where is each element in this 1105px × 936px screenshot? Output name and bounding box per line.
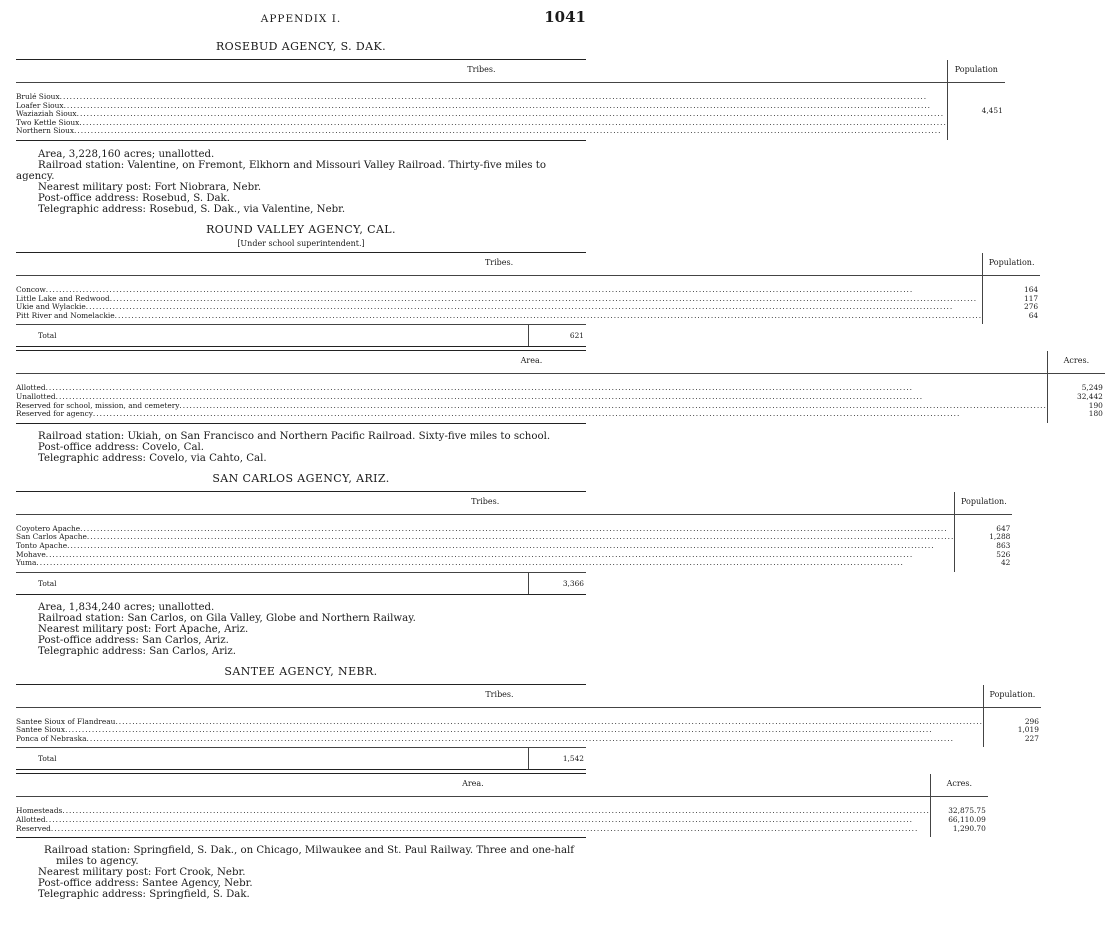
table-row: Allotted ..... <box>16 384 1047 393</box>
san-carlos-notes: Area, 1,834,240 acres; unallotted. Railroad station: San Carlos, on Gila Valley, Globe and Northern Railway. Nearest military post: Fort Apache, Ariz. Post-office address: San Carlos, Ariz. Telegraphic address: San Carlos, Ariz. <box>38 601 416 657</box>
rosebud-tribes-table <box>16 59 1003 141</box>
col-header-tribes: Tribes. <box>16 492 954 515</box>
table-row: Ukie and Wylackie ..... <box>16 303 982 312</box>
col-header-area: Area. <box>16 351 1047 374</box>
table-row: Concow ..... <box>16 286 982 295</box>
col-header-population: Population. <box>982 253 1040 276</box>
round-valley-notes: Railroad station: Ukiah, on San Francisco and Northern Pacific Railroad. Sixty-five miles to school. Post-office address: Covelo, Cal. Telegraphic address: Covelo, via Cahto, Cal. <box>38 430 551 464</box>
col-header-population: Population. <box>954 492 1012 515</box>
rosebud-title: ROSEBUD AGENCY, S. DAK. <box>216 40 386 53</box>
round-valley-tribes-table: Tribes. Population. Concow ..... Little Lake and Redwood ..... Ukie and Wylackie ..... Pitt River and Nomelackie ..... 164 117 276 64 <box>16 252 586 324</box>
table-row: Northern Sioux ..... <box>16 127 947 136</box>
rosebud-population-value: 4,451 <box>981 106 1003 116</box>
round-valley-subtitle: [Under school superintendent.] <box>237 238 365 248</box>
table-row: Yuma ..... <box>16 559 954 568</box>
table-row: Homesteads ..... <box>16 807 930 816</box>
appendix-heading: APPENDIX I. <box>260 13 342 25</box>
document-page <box>16 8 1103 901</box>
col-header-tribes: Tribes. <box>16 60 947 83</box>
table-row: Santee Sioux ..... <box>16 726 983 735</box>
table-row: Allotted ..... <box>16 816 930 825</box>
santee-area-table: Area. Acres. Homesteads ..... Allotted ..... Reserved ..... 32,875.75 66,110.09 1,290.70 <box>16 773 586 838</box>
col-header-tribes: Tribes. <box>16 253 982 276</box>
col-header-tribes: Tribes. <box>16 685 983 708</box>
santee-title: SANTEE AGENCY, NEBR. <box>224 664 378 678</box>
santee-tribes-table: Tribes. Population. Santee Sioux of Flandreau ..... Santee Sioux ..... Ponca of Nebraska ..... 296 1,019 227 <box>16 684 586 748</box>
table-row: Coyotero Apache ..... <box>16 525 954 534</box>
col-header-acres: Acres. <box>1047 351 1105 374</box>
round-valley-total-row: Total 621 <box>16 324 586 347</box>
col-header-population: Population. <box>983 685 1041 708</box>
table-row: Reserved ..... <box>16 825 930 834</box>
santee-total-row: Total 1,542 <box>16 747 586 770</box>
rosebud-notes: Area, 3,228,160 acres; unallotted. Railroad station: Valentine, on Fremont, Elkhorn and Missouri Valley Railroad. Thirty-five miles to agency. Nearest military post: Fort Niobrara, Nebr. Post-office address: Rosebud, S. Dak. Telegraphic address: Rosebud, S. Dak., via Valentine, Nebr. <box>16 148 546 215</box>
col-header-acres: Acres. <box>930 774 988 797</box>
col-header-population: Population <box>947 60 1005 83</box>
table-row: Reserved for school, mission, and cemetery ..... <box>16 402 1047 411</box>
table-row: Reserved for agency ..... <box>16 410 1047 419</box>
page-number: 1041 <box>544 8 586 26</box>
table-row: Mohave ..... <box>16 551 954 560</box>
san-carlos-total-row: Total 3,366 <box>16 572 586 595</box>
table-row: Ponca of Nebraska ..... <box>16 735 983 744</box>
table-row: Santee Sioux of Flandreau ..... <box>16 718 983 727</box>
table-row: San Carlos Apache ..... <box>16 533 954 542</box>
round-valley-area-table: Area. Acres. Allotted ..... Unallotted ..... Reserved for school, mission, and cemetery ..... Reserved for agency ..... 5,249 32,442 190 180 <box>16 350 586 423</box>
santee-notes: Railroad station: Springfield, S. Dak., on Chicago, Milwaukee and St. Paul Railway. Three and one-half miles to agency. Nearest military post: Fort Crook, Nebr. Post-office address: Santee Agency, Nebr. Telegraphic address: Springfield, S. Dak. <box>38 845 575 901</box>
round-valley-title: ROUND VALLEY AGENCY, CAL. <box>206 222 396 236</box>
running-header <box>16 8 586 30</box>
table-row: Loafer Sioux ..... <box>16 102 947 111</box>
table-row: Pitt River and Nomelackie ..... <box>16 312 982 321</box>
col-header-area: Area. <box>16 774 930 797</box>
table-row: Waziaziah Sioux ..... <box>16 110 947 119</box>
table-row: Unallotted ..... <box>16 393 1047 402</box>
san-carlos-title: SAN CARLOS AGENCY, ARIZ. <box>212 471 390 485</box>
table-row: Little Lake and Redwood ..... <box>16 295 982 304</box>
table-row: Tonto Apache ..... <box>16 542 954 551</box>
san-carlos-tribes-table: Tribes. Population. Coyotero Apache ..... San Carlos Apache ..... Tonto Apache ..... Mohave ..... Yuma ..... 647 1,288 863 526 42 <box>16 491 586 572</box>
table-row: Brulé Sioux ..... <box>16 93 947 102</box>
table-row: Two Kettle Sioux ..... <box>16 119 947 128</box>
